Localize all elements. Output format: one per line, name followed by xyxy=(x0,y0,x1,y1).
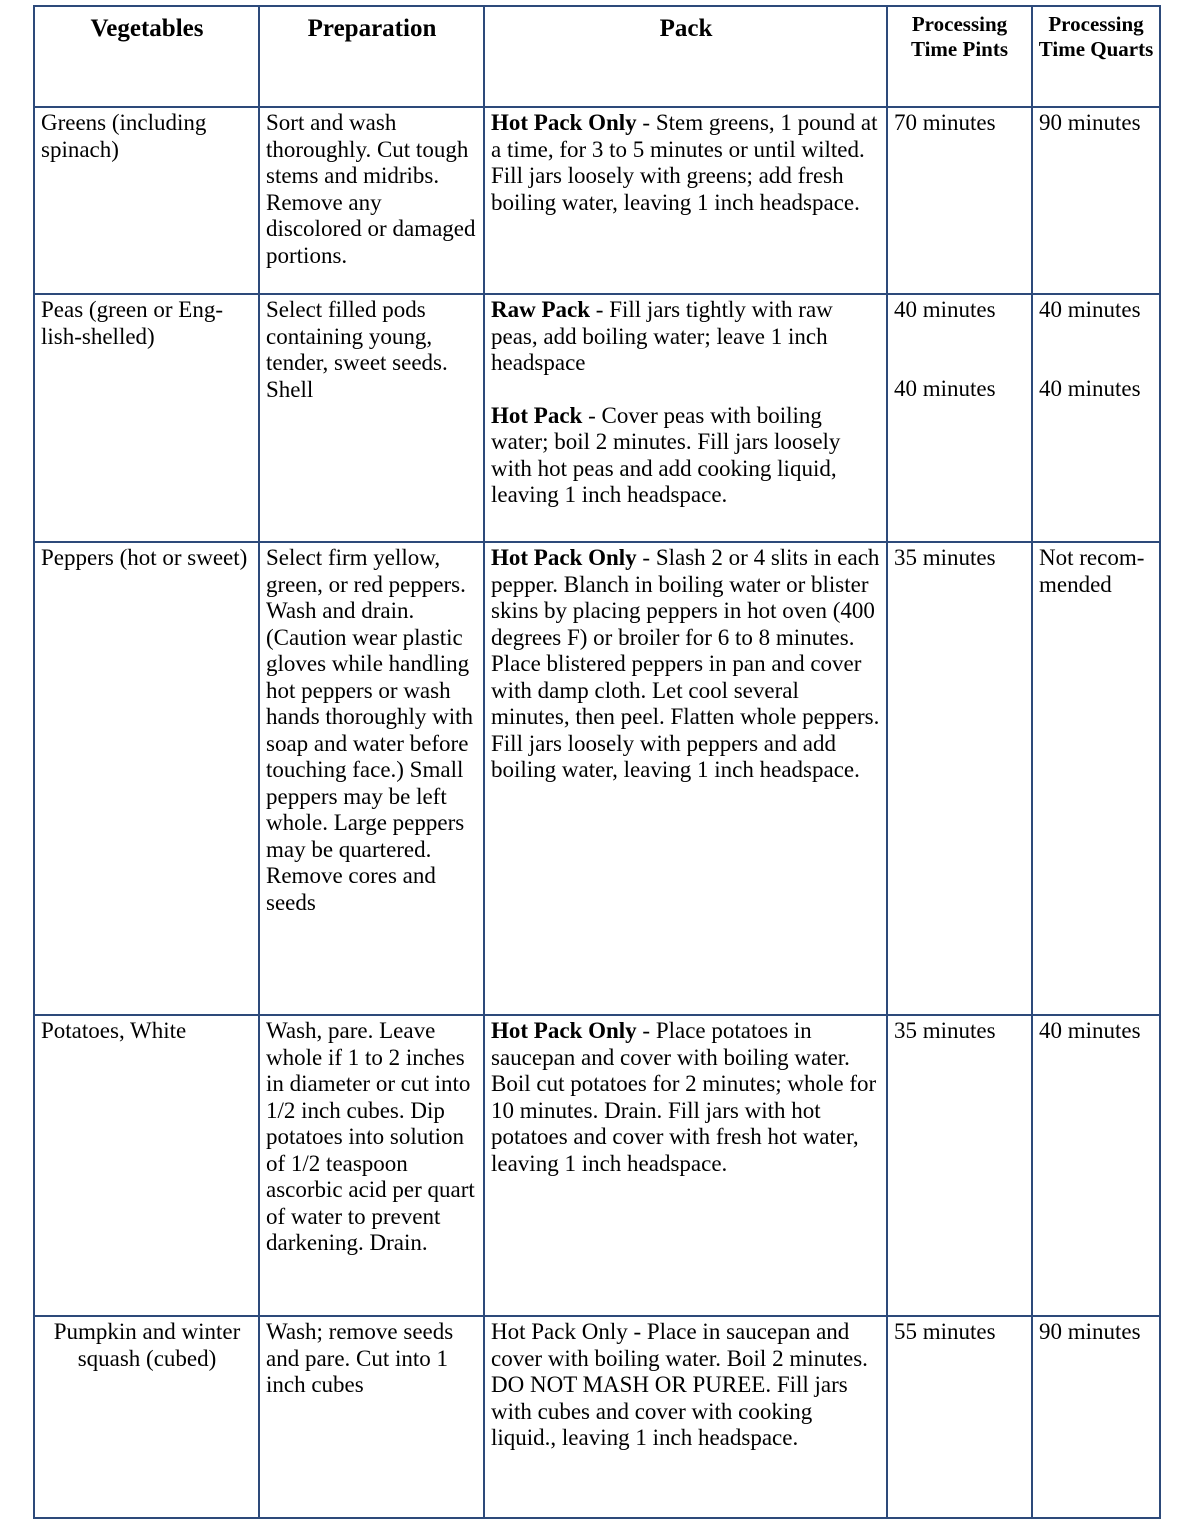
pack-method xyxy=(491,110,881,216)
pack-method-name: Hot Pack xyxy=(491,402,583,428)
pints-time: 35 minutes xyxy=(894,1018,996,1043)
pack-method-text: - Slash 2 or 4 slits in each pepper. Blanch in boiling water or blister skins by placing peppers in hot oven (400 degrees F) or broiler for 6 to 8 minutes. Place blistered peppers in pan and cover with damp cloth. Let cool several minutes, then peel. Flatten whole peppers. Fill jars loosely with peppers and add boiling water, leaving 1 inch headspace. xyxy=(491,545,880,782)
table-row xyxy=(34,1015,1160,1316)
pints-time-cell xyxy=(887,294,1032,542)
preparation-cell: Wash; remove seeds and pare. Cut into 1 inch cubes xyxy=(259,1316,484,1518)
quarts-time: 40 minutes xyxy=(1039,375,1141,401)
pints-time: 35 minutes xyxy=(894,545,996,570)
quarts-time: Not recom-mended xyxy=(1039,545,1145,597)
preparation-cell: Wash, pare. Leave whole if 1 to 2 inches in diameter or cut into 1/2 inch cubes. Dip potatoes into solution of 1/2 teaspoon ascorbic acid per quart of water to prevent darkening. Drain. xyxy=(259,1015,484,1316)
pack-method-text: - Place potatoes in saucepan and cover with boiling water. Boil cut potatoes for 2 minutes; whole for 10 minutes. Drain. Fill jars with hot potatoes and cover with fresh hot water, leaving 1 inch headspace. xyxy=(491,1018,877,1176)
quarts-time: 90 minutes xyxy=(1039,110,1141,135)
pints-time: 55 minutes xyxy=(894,1319,996,1344)
pack-method xyxy=(491,1319,881,1452)
quarts-time: 90 minutes xyxy=(1039,1319,1141,1344)
vegetable-cell: Peas (green or Eng-lish-shelled) xyxy=(34,294,259,542)
header-processing-time-pints: Processing Time Pints xyxy=(887,6,1032,107)
pints-time: 40 minutes xyxy=(894,375,996,401)
pints-time-cell xyxy=(887,1015,1032,1316)
pack-method-name: Hot Pack Only xyxy=(491,545,637,570)
quarts-time: 40 minutes xyxy=(1039,1018,1141,1043)
pack-cell xyxy=(484,542,887,1015)
table-row xyxy=(34,542,1160,1015)
quarts-time-cell xyxy=(1032,1316,1160,1518)
header-preparation: Preparation xyxy=(259,6,484,107)
canning-table-page xyxy=(33,5,1159,1519)
vegetable-canning-table xyxy=(33,5,1161,1519)
pints-time: 40 minutes xyxy=(894,297,996,322)
table-row xyxy=(34,1316,1160,1518)
quarts-time-cell xyxy=(1032,294,1160,542)
vegetable-cell: Pumpkin and winter squash (cubed) xyxy=(34,1316,259,1518)
vegetable-cell: Greens (including spinach) xyxy=(34,107,259,294)
header-vegetables: Vegetables xyxy=(34,6,259,107)
pints-time-cell xyxy=(887,107,1032,294)
table-row xyxy=(34,294,1160,542)
table-row xyxy=(34,107,1160,294)
header-pack: Pack xyxy=(484,6,887,107)
pints-time-cell xyxy=(887,1316,1032,1518)
vegetable-cell: Peppers (hot or sweet) xyxy=(34,542,259,1015)
quarts-time-cell xyxy=(1032,107,1160,294)
pints-time-cell xyxy=(887,542,1032,1015)
quarts-time-cell xyxy=(1032,542,1160,1015)
pack-cell xyxy=(484,107,887,294)
pack-method xyxy=(491,297,881,377)
pack-method xyxy=(491,403,881,509)
quarts-time: 40 minutes xyxy=(1039,297,1141,322)
preparation-cell: Sort and wash thoroughly. Cut tough stems and midribs. Remove any discolored or damaged portions. xyxy=(259,107,484,294)
pack-method-text: - Cover peas with boiling water; boil 2 minutes. Fill jars loosely with hot peas and add cooking liquid, leaving 1 inch headspace. xyxy=(491,402,841,507)
pack-method-name: Raw Pack xyxy=(491,297,591,322)
pints-time: 70 minutes xyxy=(894,110,996,135)
pack-cell xyxy=(484,1015,887,1316)
quarts-time-cell xyxy=(1032,1015,1160,1316)
pack-cell xyxy=(484,294,887,542)
header-processing-time-quarts: Processing Time Quarts xyxy=(1032,6,1160,107)
pack-method xyxy=(491,1018,881,1177)
preparation-cell: Select firm yellow, green, or red peppers. Wash and drain. (Caution wear plastic gloves while handling hot peppers or wash hands thoroughly with soap and water before touching face.) Small peppers may be left whole. Large peppers may be quartered. Remove cores and seeds xyxy=(259,542,484,1015)
header-row xyxy=(34,6,1160,107)
pack-method-text: - Stem greens, 1 pound at a time, for 3 to 5 minutes or until wilted. Fill jars loosely with greens; add fresh boiling water, leaving 1 inch headspace. xyxy=(491,110,878,215)
pack-method-name: Hot Pack Only xyxy=(491,110,637,135)
pack-method-text: - Fill jars tightly with raw peas, add boiling water; leave 1 inch headspace xyxy=(491,297,833,375)
pack-method-name: Hot Pack Only xyxy=(491,1018,637,1043)
vegetable-cell: Potatoes, White xyxy=(34,1015,259,1316)
preparation-cell: Select filled pods containing young, tender, sweet seeds. Shell xyxy=(259,294,484,542)
pack-method xyxy=(491,545,881,784)
pack-cell xyxy=(484,1316,887,1518)
pack-method-text: Hot Pack Only - Place in saucepan and cover with boiling water. Boil 2 minutes. DO NOT MASH OR PUREE. Fill jars with cubes and cover with cooking liquid., leaving 1 inch headspace. xyxy=(491,1319,868,1450)
